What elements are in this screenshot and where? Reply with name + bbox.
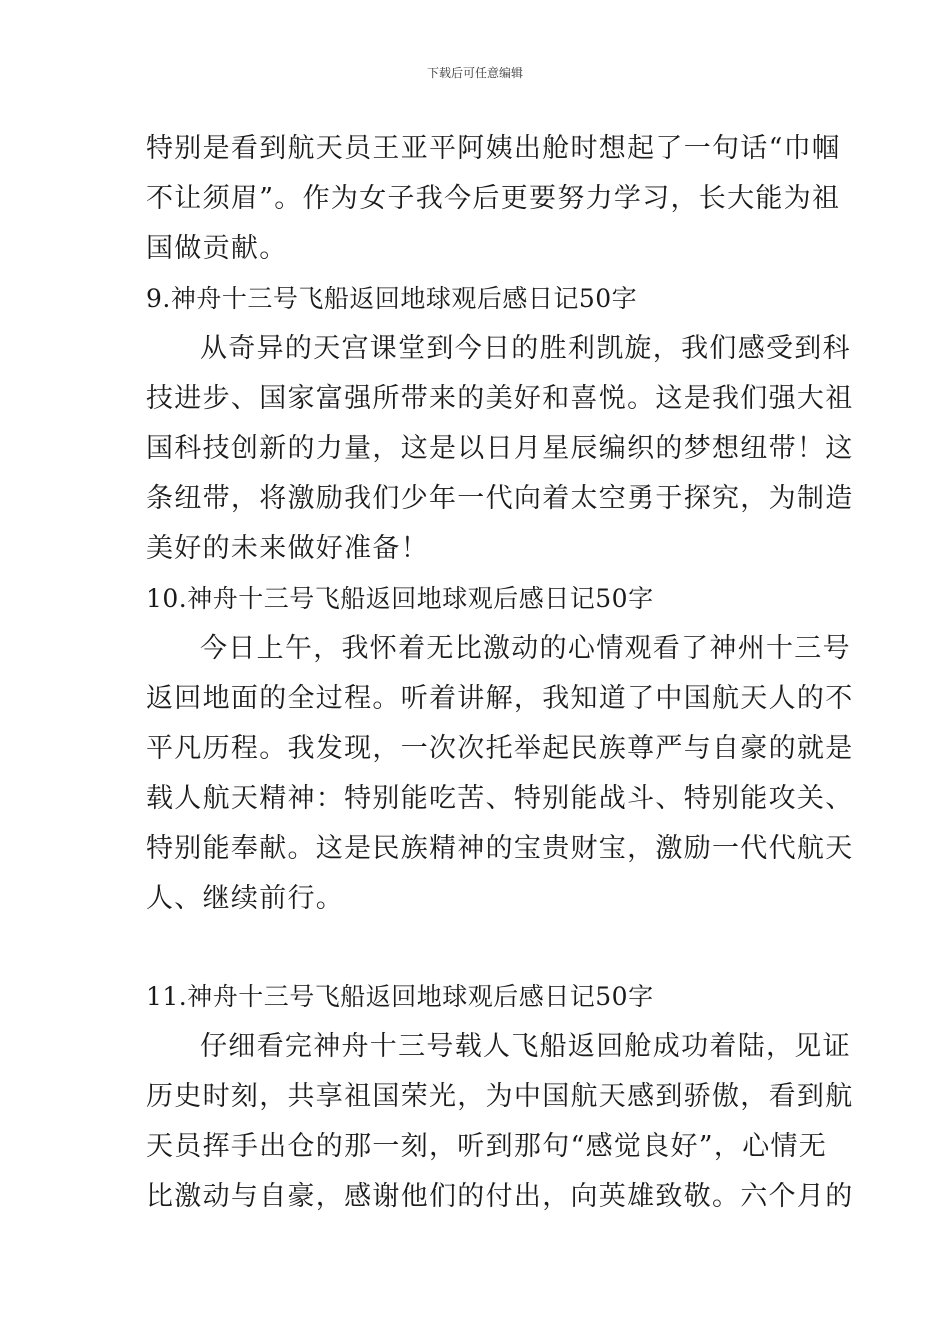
paragraph-line: 今日上午，我怀着无比激动的心情观看了神州十三号 [200, 633, 851, 664]
paragraph-line: 返回地面的全过程。听着讲解，我知道了中国航天人的不 [146, 683, 854, 714]
paragraph-line: 人、继续前行。 [146, 883, 345, 914]
paragraph-line: 比激动与自豪，感谢他们的付出，向英雄致敬。六个月的 [146, 1181, 854, 1212]
page-header: 下载后可任意编辑 [426, 66, 523, 80]
paragraph-line: 不让须眉”。作为女子我今后更要努力学习，长大能为祖 [146, 183, 841, 214]
paragraph-line: 技进步、国家富强所带来的美好和喜悦。这是我们强大祖 [146, 383, 854, 414]
paragraph-line: 特别能奉献。这是民族精神的宝贵财宝，激励一代代航天 [146, 833, 854, 864]
paragraph-line: 天员挥手出仓的那一刻，听到那句“感觉良好”，心情无 [146, 1131, 828, 1162]
section-heading: 10.神舟十三号飞船返回地球观后感日记50字 [146, 584, 654, 613]
paragraph-line: 美好的未来做好准备！ [146, 533, 429, 564]
paragraph-line: 平凡历程。我发现，一次次托举起民族尊严与自豪的就是 [146, 733, 854, 764]
paragraph-line: 条纽带，将激励我们少年一代向着太空勇于探究，为制造 [146, 483, 854, 514]
paragraph-line: 特别是看到航天员王亚平阿姨出舱时想起了一句话“巾帼 [146, 133, 841, 164]
paragraph-line: 从奇异的天宫课堂到今日的胜利凯旋，我们感受到科 [200, 333, 851, 364]
paragraph-line: 仔细看完神舟十三号载人飞船返回舱成功着陆，见证 [200, 1031, 851, 1062]
paragraph-line: 历史时刻，共享祖国荣光，为中国航天感到骄傲，看到航 [146, 1081, 854, 1112]
document-body [146, 124, 854, 1222]
section-heading: 11.神舟十三号飞船返回地球观后感日记50字 [146, 982, 654, 1011]
paragraph-line: 载人航天精神：特别能吃苦、特别能战斗、特别能攻关、 [146, 783, 854, 814]
blank-line [146, 924, 816, 972]
paragraph-line: 国科技创新的力量，这是以日月星辰编织的梦想纽带！这 [146, 433, 854, 464]
paragraph-line: 国做贡献。 [146, 233, 288, 264]
section-heading: 9.神舟十三号飞船返回地球观后感日记50字 [146, 284, 638, 313]
